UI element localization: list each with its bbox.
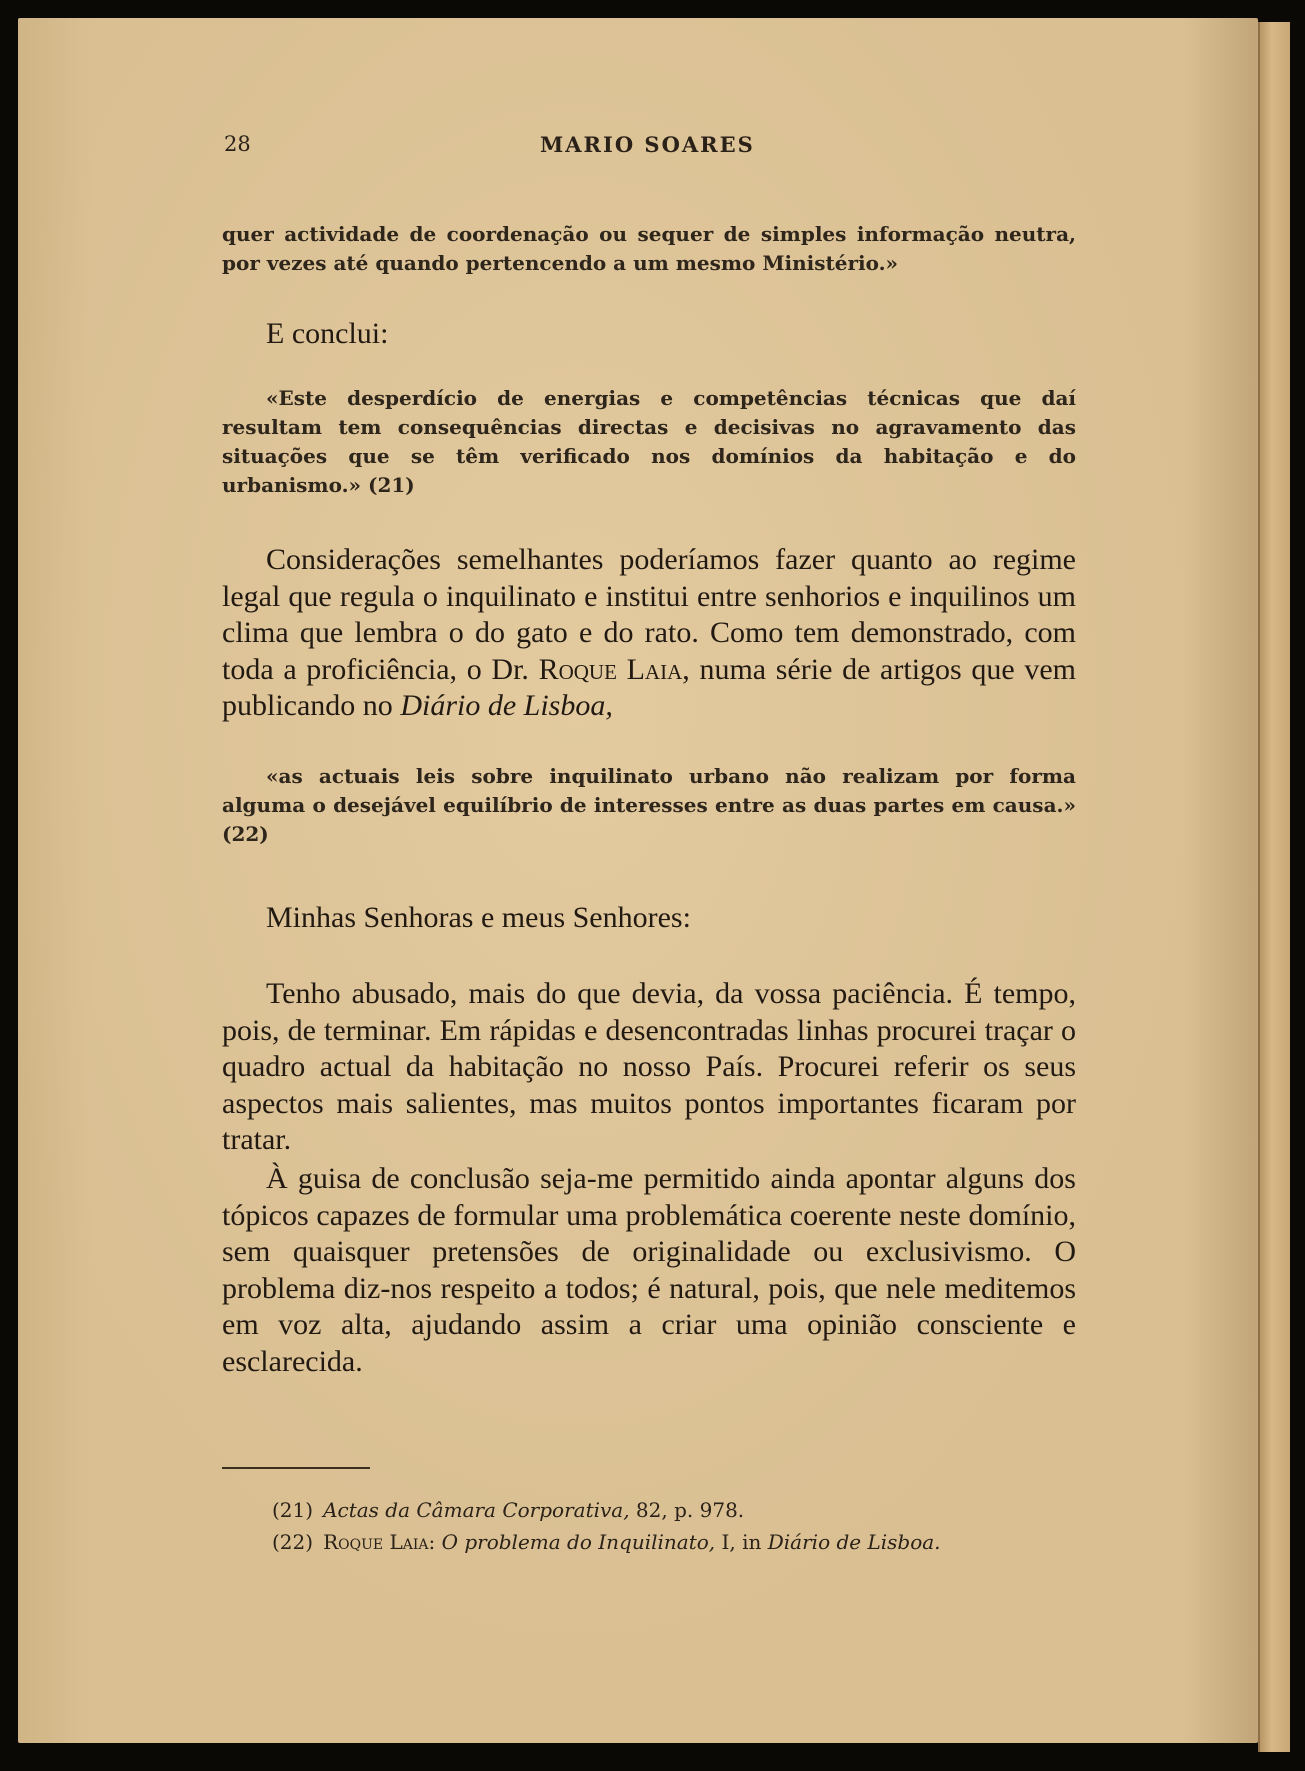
footnote-21-title: Actas da Câmara Corporativa, <box>323 1498 630 1522</box>
intro-line <box>222 316 1076 353</box>
paragraph-1-middle: , numa série de artigos que vem publicando no <box>222 652 1077 722</box>
paragraph-3-text: À guisa de conclusão seja-me permitido ainda apontar alguns dos tópicos capazes de formular uma problemática coerente neste domínio, sem quaisquer pretensões de originalidade ou exclusivismo. O problema diz-nos respeito a todos; é natural, pois, que nele meditemos em voz alta, ajudando assim a criar uma opinião consciente e esclarecida. <box>222 1162 1076 1378</box>
footnote-21-rest: 82, p. 978. <box>629 1498 745 1522</box>
footnote-22 <box>272 1528 941 1557</box>
quote-2-ref: (21) <box>368 473 415 497</box>
quote-1-text: quer actividade de coordenação ou sequer de simples informação neutra, por vezes até quando pertencendo a um mesmo Ministério.» <box>222 222 1076 275</box>
author-name: Roque Laia <box>538 652 683 686</box>
footnote-22-sep: : <box>428 1530 442 1554</box>
footnote-rule <box>222 1467 370 1469</box>
quote-3-ref: (22) <box>222 822 269 846</box>
paragraph-2 <box>222 976 1076 1159</box>
salutation <box>222 900 1076 937</box>
footnote-22-middle: I, in <box>715 1530 768 1554</box>
footnote-21 <box>272 1496 744 1525</box>
paragraph-1-text <box>222 542 1076 725</box>
footnote-22-mark: (22) <box>272 1530 314 1554</box>
quote-2-paragraph <box>222 384 1076 500</box>
paragraph-3 <box>222 1161 1076 1380</box>
quote-2-text: «Este desperdício de energias e competências técnicas que daí resultam tem consequências directas e decisivas no agravamento das situações que se têm verificado nos domínios da habitação e do urbanismo.» <box>222 386 1076 497</box>
quote-3-paragraph <box>222 762 1076 849</box>
running-head: MARIO SOARES <box>540 132 755 157</box>
salutation-text: Minhas Senhoras e meus Senhores: <box>266 901 691 934</box>
paragraph-1 <box>222 542 1076 725</box>
footnote-22-author: Roque Laia <box>323 1530 429 1554</box>
footnote-22-title: O problema do Inquilinato, <box>441 1530 716 1554</box>
paragraph-2-text: Tenho abusado, mais do que devia, da vossa paciência. É tempo, pois, de terminar. Em rápidas e desencontradas linhas procurei traçar o quadro actual da habitação no nosso País. Procurei referir os seus aspectos mais salientes, mas muitos pontos importantes ficaram por tratar. <box>222 977 1076 1156</box>
footnote-22-source: Diário de Lisboa. <box>767 1530 941 1554</box>
page-number: 28 <box>224 132 251 156</box>
intro-text: E conclui: <box>266 317 389 350</box>
paragraph-1-lead: Considerações semelhantes poderíamos fazer quanto ao regime legal que regula o inquilinato e institui entre senhorios e inquilinos um clima que lembra o do gato e do rato. Como tem demonstrado, com toda a proficiência, o Dr. <box>222 543 1076 686</box>
quote-block-3 <box>222 762 1076 849</box>
quote-3-text: «as actuais leis sobre inquilinato urbano não realizam por forma alguma o desejável equilíbrio de interesses entre as duas partes em causa.» <box>222 764 1076 817</box>
quote-block-1 <box>222 220 1076 278</box>
footnote-21-mark: (21) <box>272 1498 314 1522</box>
next-page-edge <box>1258 22 1290 1752</box>
quote-block-2 <box>222 384 1076 500</box>
newspaper-title: Diário de Lisboa, <box>400 689 613 722</box>
